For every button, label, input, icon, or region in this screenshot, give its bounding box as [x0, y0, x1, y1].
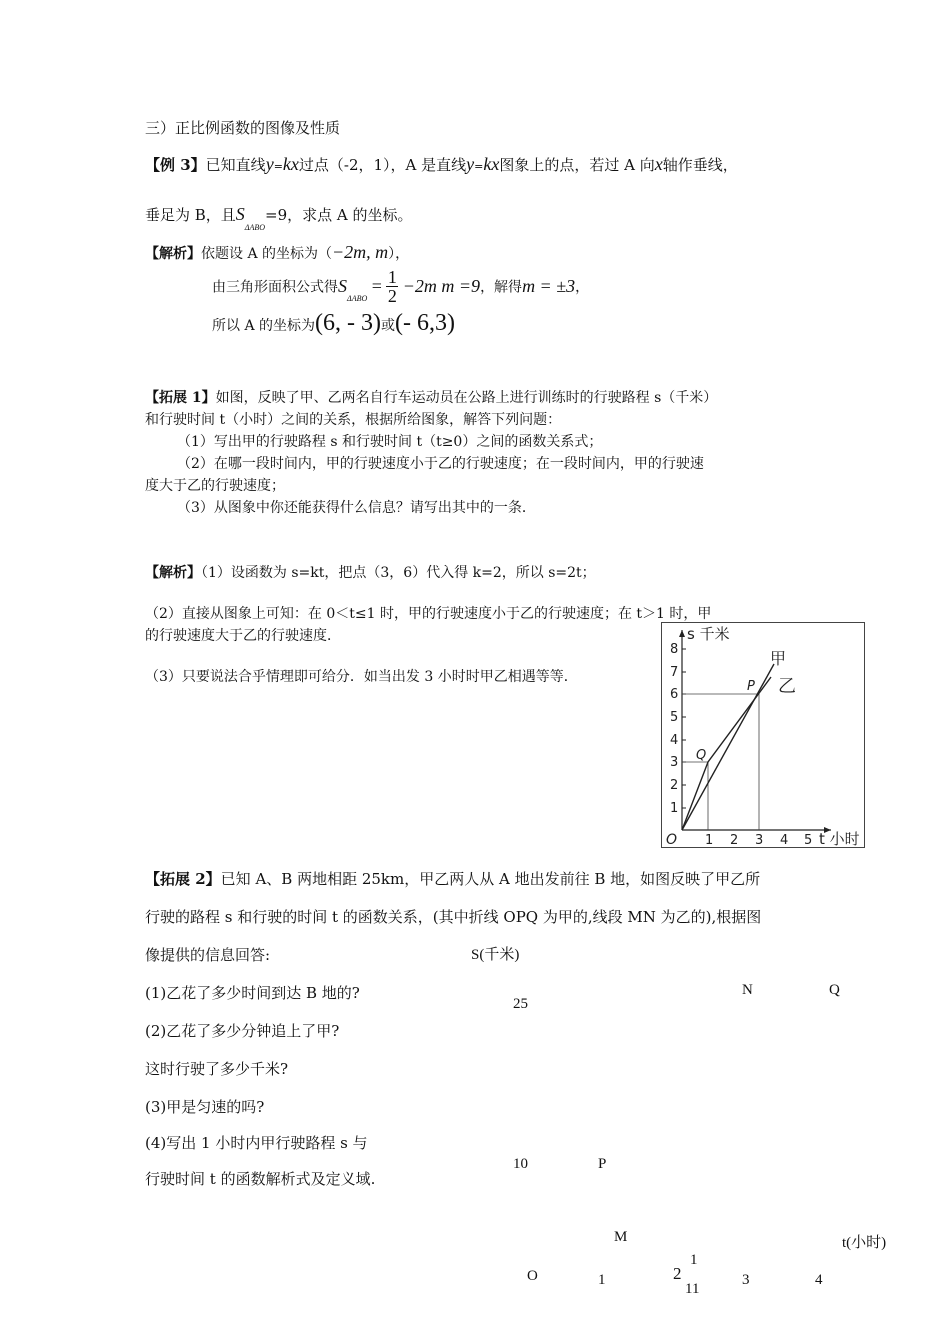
figure1-frame — [662, 623, 865, 848]
ext1-question3: （3）从图象中你还能获得什么信息？请写出其中的一条． — [177, 500, 536, 516]
figure1-x-tick-5: 5 — [804, 833, 813, 848]
figure1-label-jia: 甲 — [770, 649, 787, 668]
example3-solution-line1: 【解析】依题设 A 的坐标为（−2m, m）， — [145, 242, 410, 262]
figure2-x-1: 1 — [598, 1272, 606, 1288]
figure1-x-tick-3: 3 — [755, 833, 764, 848]
figure1-y-arrow-icon — [679, 630, 685, 637]
figure1-y-tick-1: 1 — [670, 801, 679, 816]
ext1-solution2a: （2）直接从图象上可知：在 0＜t≤1 时，甲的行驶速度小于乙的行驶速度；在 t＞1 时，甲 — [145, 606, 712, 622]
figure1-y-label: s 千米 — [687, 625, 730, 643]
ext1-question2b: 度大于乙的行驶速度； — [145, 478, 285, 494]
ext1-solution1: 【解析】（1）设函数为 s=kt，把点（3，6）代入得 k=2，所以 s=2t； — [145, 565, 596, 581]
figure1-y-tick-8: 8 — [670, 642, 679, 657]
example3-solution-line3: 所以 A 的坐标为(6, - 3)或(- 6,3) — [212, 310, 455, 336]
figure1-y-tick-4: 4 — [670, 733, 679, 748]
ext2-question2: (2)乙花了多少分钟追上了甲? — [145, 1022, 340, 1040]
ext2-tag: 【拓展 2】 — [145, 870, 221, 888]
figure2-x-2-num: 1 — [690, 1252, 698, 1268]
ext2-question4b: 行驶时间 t 的函数解析式及定义域. — [145, 1170, 376, 1188]
figure1-y-tick-labels — [670, 642, 678, 816]
example3-tag: 【例 3】 — [145, 156, 206, 174]
ext1-tag: 【拓展 1】 — [145, 390, 216, 406]
figure1-y-tick-3: 3 — [670, 755, 679, 770]
ext1-solution3: （3）只要说法合乎情理即可给分．如当出发 3 小时时甲乙相遇等等． — [145, 669, 578, 685]
figure2-label-p: P — [598, 1156, 607, 1172]
figure1-line-jia — [682, 664, 774, 830]
figure1-y-tick-7: 7 — [670, 665, 679, 680]
ext2-line1: 【拓展 2】已知 A、B 两地相距 25km，甲乙两人从 A 地出发前往 B 地，如图反映了甲乙所 — [145, 870, 761, 888]
figure1-x-label: t 小时 — [819, 830, 860, 848]
figure2-label-n: N — [742, 982, 753, 998]
figure1-distance-time-graph — [661, 622, 865, 848]
ext2-line3: 像提供的信息回答: — [145, 946, 271, 964]
figure1-x-tick-2: 2 — [730, 833, 739, 848]
figure1-label-q: Q — [696, 748, 707, 763]
figure2-x-3: 3 — [742, 1272, 750, 1288]
fraction-half: $\frac{1}{2}$ — [387, 267, 397, 306]
figure1-label-p: P — [747, 679, 755, 694]
example3-solution-line2: 由三角形面积公式得$S_{\Delta ABO}$ = $\frac{1}{2}$ −2m m =9，解得m = ±3， — [212, 267, 590, 306]
figure1-origin: O — [666, 832, 678, 848]
figure2-x-label: t(小时) — [842, 1235, 887, 1251]
example3-line2: 垂足为 B，且$S_{\Delta ABO}=9$，求点 A 的坐标。 — [145, 204, 413, 232]
ext1-question1: （1）写出甲的行驶路程 s 和行驶时间 t（t≥0）之间的函数关系式； — [177, 434, 603, 450]
ext2-question4a: (4)写出 1 小时内甲行驶路程 s 与 — [145, 1134, 368, 1152]
figure1-x-tick-1: 1 — [705, 833, 714, 848]
figure2-x-2-den: 11 — [685, 1281, 700, 1297]
figure2-x-4: 4 — [815, 1272, 823, 1288]
ext1-question2a: （2）在哪一段时间内，甲的行驶速度小于乙的行驶速度；在一段时间内，甲的行驶速 — [177, 456, 704, 472]
ext1-line2: 和行驶时间 t（小时）之间的关系，根据所给图象，解答下列问题： — [145, 412, 562, 428]
figure2-origin: O — [527, 1268, 538, 1284]
figure1-x-tick-4: 4 — [780, 833, 789, 848]
ext2-line2: 行驶的路程 s 和行驶的时间 t 的函数关系，(其中折线 OPQ 为甲的,线段 MN 为乙的),根据图 — [145, 908, 762, 926]
ext1-solution-tag: 【解析】 — [145, 565, 201, 581]
solution-tag: 【解析】 — [145, 246, 201, 262]
figure1-y-tick-5: 5 — [670, 710, 679, 725]
figure2-y-label: S(千米) — [471, 947, 520, 963]
figure2-label-q: Q — [829, 982, 840, 998]
ext1-solution2b: 的行驶速度大于乙的行驶速度． — [145, 628, 341, 644]
figure2-label-m: M — [614, 1229, 628, 1245]
ext2-question3: (3)甲是匀速的吗? — [145, 1098, 265, 1116]
figure1-y-tick-6: 6 — [670, 687, 679, 702]
ext1-line1: 【拓展 1】如图，反映了甲、乙两名自行车运动员在公路上进行训练时的行驶路程 s（千米） — [145, 390, 718, 406]
figure1-label-yi: 乙 — [778, 676, 796, 697]
ext2-question2b: 这时行驶了多少千米? — [145, 1060, 289, 1078]
figure2-y-10: 10 — [513, 1156, 528, 1172]
figure2-x-2: 2 — [673, 1264, 682, 1283]
figure1-y-tick-2: 2 — [670, 778, 679, 793]
example3-line1: 【例 3】已知直线y=kx过点（-2，1），A 是直线y=kx图象上的点，若过 A 向x轴作垂线， — [145, 154, 738, 174]
ext2-question1: (1)乙花了多少时间到达 B 地的? — [145, 984, 360, 1002]
figure1-x-tick-labels — [705, 833, 812, 848]
figure2-y-25: 25 — [513, 996, 528, 1012]
section-title: 三）正比例函数的图像及性质 — [145, 119, 341, 137]
